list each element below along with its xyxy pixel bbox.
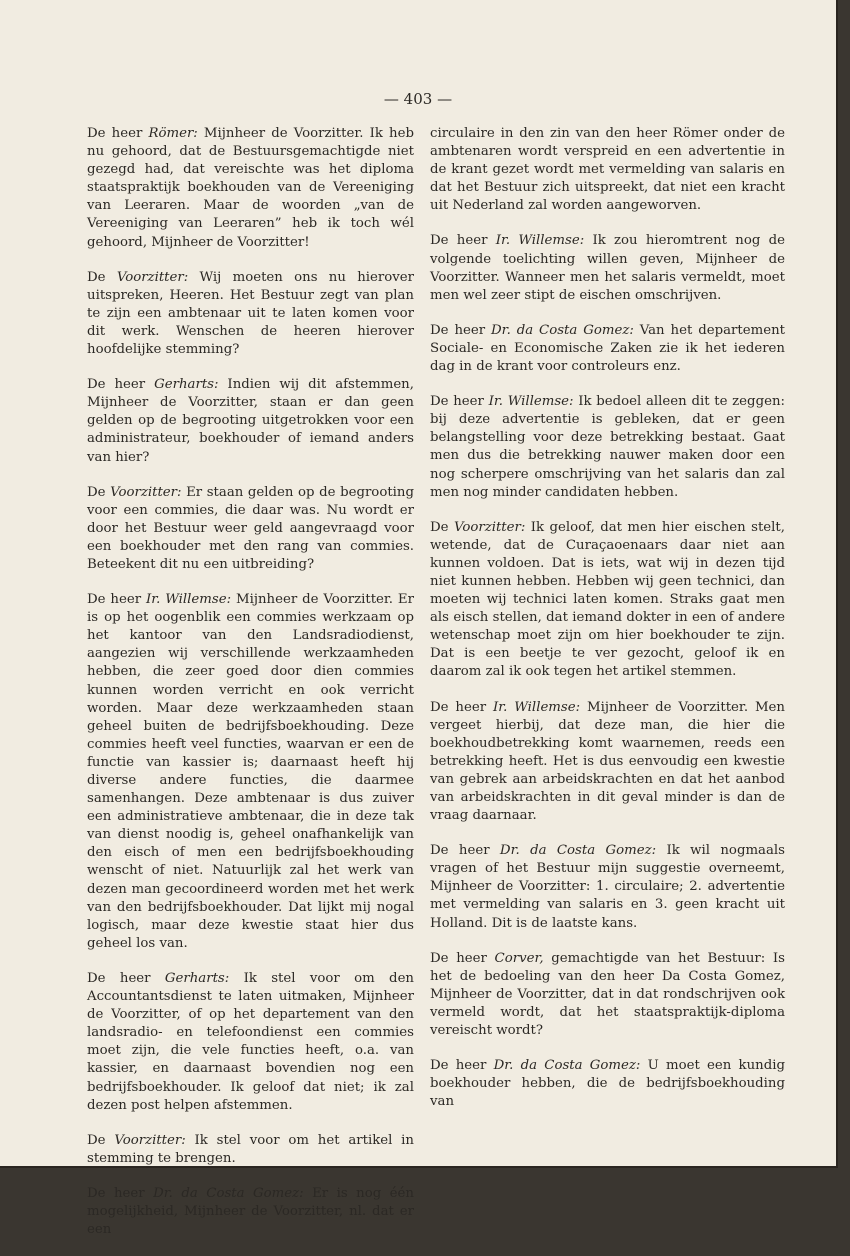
paragraph: De heer Gerharts: Indien wij dit afstemmen, Mijnheer de Voorzitter, staan er dan geen gelden op de begrooting uitgetrokken voor een administrateur, boekhouder of iemand anders van hier? bbox=[87, 377, 414, 465]
speaker-name: Voorzitter: bbox=[116, 269, 189, 285]
left-column bbox=[87, 125, 414, 1256]
speaker-name: Corver, bbox=[494, 950, 544, 966]
paragraph: De Voorzitter: Er staan gelden op de begrooting voor een commies, die daar was. Nu wordt er door het Bestuur weer geld aangevraagd voor een boekhouder met den rang van commies. Beteekent dit nu een uitbreiding? bbox=[87, 484, 414, 572]
right-column bbox=[430, 125, 785, 1128]
paragraph: De heer Römer: Mijnheer de Voorzitter. Ik heb nu gehoord, dat de Bestuursgemachtigde niet gezegd had, dat vereischte was het diploma staatspraktijk boekhouden van de Vereeniging van Leeraren. Maar de woorden „van de Vereeniging van Leeraren” heb ik toch wél gehoord, Mijnheer de Voorzitter! bbox=[87, 126, 414, 250]
paragraph: De heer Ir. Willemse: Ik zou hieromtrent nog de volgende toelichting willen geven, Mijnheer de Voorzitter. Wanneer men het salaris vermeldt, moet men wel zeer stipt de eischen omschrijven. bbox=[430, 233, 785, 303]
speaker-name: Voorzitter: bbox=[110, 484, 182, 500]
speaker-name: Ir. Willemse: bbox=[145, 592, 232, 608]
speaker-name: Voorzitter: bbox=[114, 1132, 186, 1148]
speaker-name: Dr. da Costa Gomez: bbox=[499, 843, 657, 859]
paragraph: De heer Dr. da Costa Gomez: U moet een kundig boekhouder hebben, die de bedrijfsboekhouding van bbox=[430, 1058, 785, 1110]
speaker-name: Dr. da Costa Gomez: bbox=[153, 1185, 304, 1201]
speaker-name: Gerharts: bbox=[164, 970, 230, 986]
paragraph: De heer Ir. Willemse: Ik bedoel alleen dit te zeggen: bij deze advertentie is gebleken, dat er geen belangstelling voor deze betrekking bestaat. Gaat men dus die betrekking nauwer maken door een nog scherpere omschrijving van het salaris dan zal men nog minder candidaten hebben. bbox=[430, 394, 785, 500]
paragraph: De heer Gerharts: Ik stel voor om den Accountantsdienst te laten uitmaken, Mijnheer de Voorzitter, of op het departement van den landsradio- en telefoondienst een commies moet zijn, die vele functies heeft, o.a. van kassier, en daarnaast bovendien nog een bedrijfsboekhouder. Ik geloof dat niet; ik zal dezen post helpen afstemmen. bbox=[87, 970, 414, 1113]
paragraph: De heer Ir. Willemse: Mijnheer de Voorzitter. Er is op het oogenblik een commies werkzaam op het kantoor van den Landsradiodienst, aangezien wij verschillende werkzaamheden hebben, die zeer goed door dien commies kunnen worden verricht en ook verricht worden. Maar deze werkzaamheden staan geheel buiten de bedrijfsboekhouding. Deze commies heeft veel functies, waarvan er een de functie van kassier is; daarnaast heeft hij diverse andere functies, die daarmee samenhangen. Deze ambtenaar is dus zuiver een administratieve ambtenaar, die in deze tak van dienst noodig is, geheel onafhankelijk van den eisch of men een bedrijfsboekhouding wenscht of niet. Natuurlijk zal het werk van dezen man gecoordineerd worden met het werk van den bedrijfsboekhouder. Dat lijkt mij nogal logisch, maar deze kwestie staat hier dus geheel los van. bbox=[87, 592, 414, 951]
paragraph: circulaire in den zin van den heer Römer onder de ambtenaren wordt verspreid en een advertentie in de krant gezet wordt met vermelding van salaris en dat het Bestuur zich uitspreekt, dat niet een kracht uit Nederland zal worden aangeworven. bbox=[430, 126, 785, 214]
paragraph: De heer Dr. da Costa Gomez: Ik wil nogmaals vragen of het Bestuur mijn suggestie overneemt, Mijnheer de Voorzitter: 1. circulaire; 2. advertentie met vermelding van salaris en 3. geen kracht uit Holland. Dit is de laatste kans. bbox=[430, 843, 785, 931]
speaker-name: Dr. da Costa Gomez: bbox=[493, 1058, 641, 1074]
paragraph: De heer Dr. da Costa Gomez: Er is nog één mogelijkheid, Mijnheer de Voorzitter, nl. dat er een bbox=[87, 1185, 414, 1238]
speaker-name: Dr. da Costa Gomez: bbox=[491, 322, 634, 338]
paragraph: De heer Corver, gemachtigde van het Bestuur: Is het de bedoeling van den heer Da Costa Gomez, Mijnheer de Voorzitter, dat in dat rondschrijven ook vermeld wordt, dat het staatspraktijk-diploma vereischt wordt? bbox=[430, 950, 785, 1039]
speaker-name: Ir. Willemse: bbox=[492, 699, 581, 715]
paragraph: De heer Ir. Willemse: Mijnheer de Voorzitter. Men vergeet hierbij, dat deze man, die hier die boekhoudbetrekking komt waarnemen, reeds een betrekking heeft. Het is dus eenvoudig een kwestie van gebrek aan arbeidskrachten en dat het aanbod van arbeidskrachten in dit geval minder is dan de vraag daarnaar. bbox=[430, 699, 785, 824]
page-number: — 403 — bbox=[383, 90, 453, 108]
speaker-name: Römer: bbox=[148, 126, 198, 141]
paragraph: De Voorzitter: Ik geloof, dat men hier eischen stelt, wetende, dat de Curaçaoenaars daar niet aan kunnen voldoen. Dat is iets, wat wij in dezen tijd niet kunnen hebben. Hebben wij geen technici, dan moeten wij technici laten komen. Straks gaat men als eisch stellen, dat iemand dokter in een of andere wetenschap moet zijn om hier boekhouder te zijn. Dat is een beetje te ver gezocht, geloof ik en daarom zal ik ook tegen het artikel stemmen. bbox=[430, 519, 785, 680]
paragraph: De Voorzitter: Ik stel voor om het artikel in stemming te brengen. bbox=[87, 1132, 414, 1166]
paragraph: De Voorzitter: Wij moeten ons nu hierover uitspreken, Heeren. Het Bestuur zegt van plan te zijn een ambtenaar uit te laten komen voor dit werk. Wenschen de heeren hierover hoofdelijke stemming? bbox=[87, 269, 414, 358]
speaker-name: Ir. Willemse: bbox=[495, 233, 585, 249]
paragraph: De heer Dr. da Costa Gomez: Van het departement Sociale- en Economische Zaken zie ik het iederen dag in de krant voor controleurs enz. bbox=[430, 322, 785, 375]
speaker-name: Voorzitter: bbox=[453, 519, 526, 535]
speaker-name: Gerharts: bbox=[154, 377, 219, 393]
speaker-name: Ir. Willemse: bbox=[488, 394, 574, 410]
